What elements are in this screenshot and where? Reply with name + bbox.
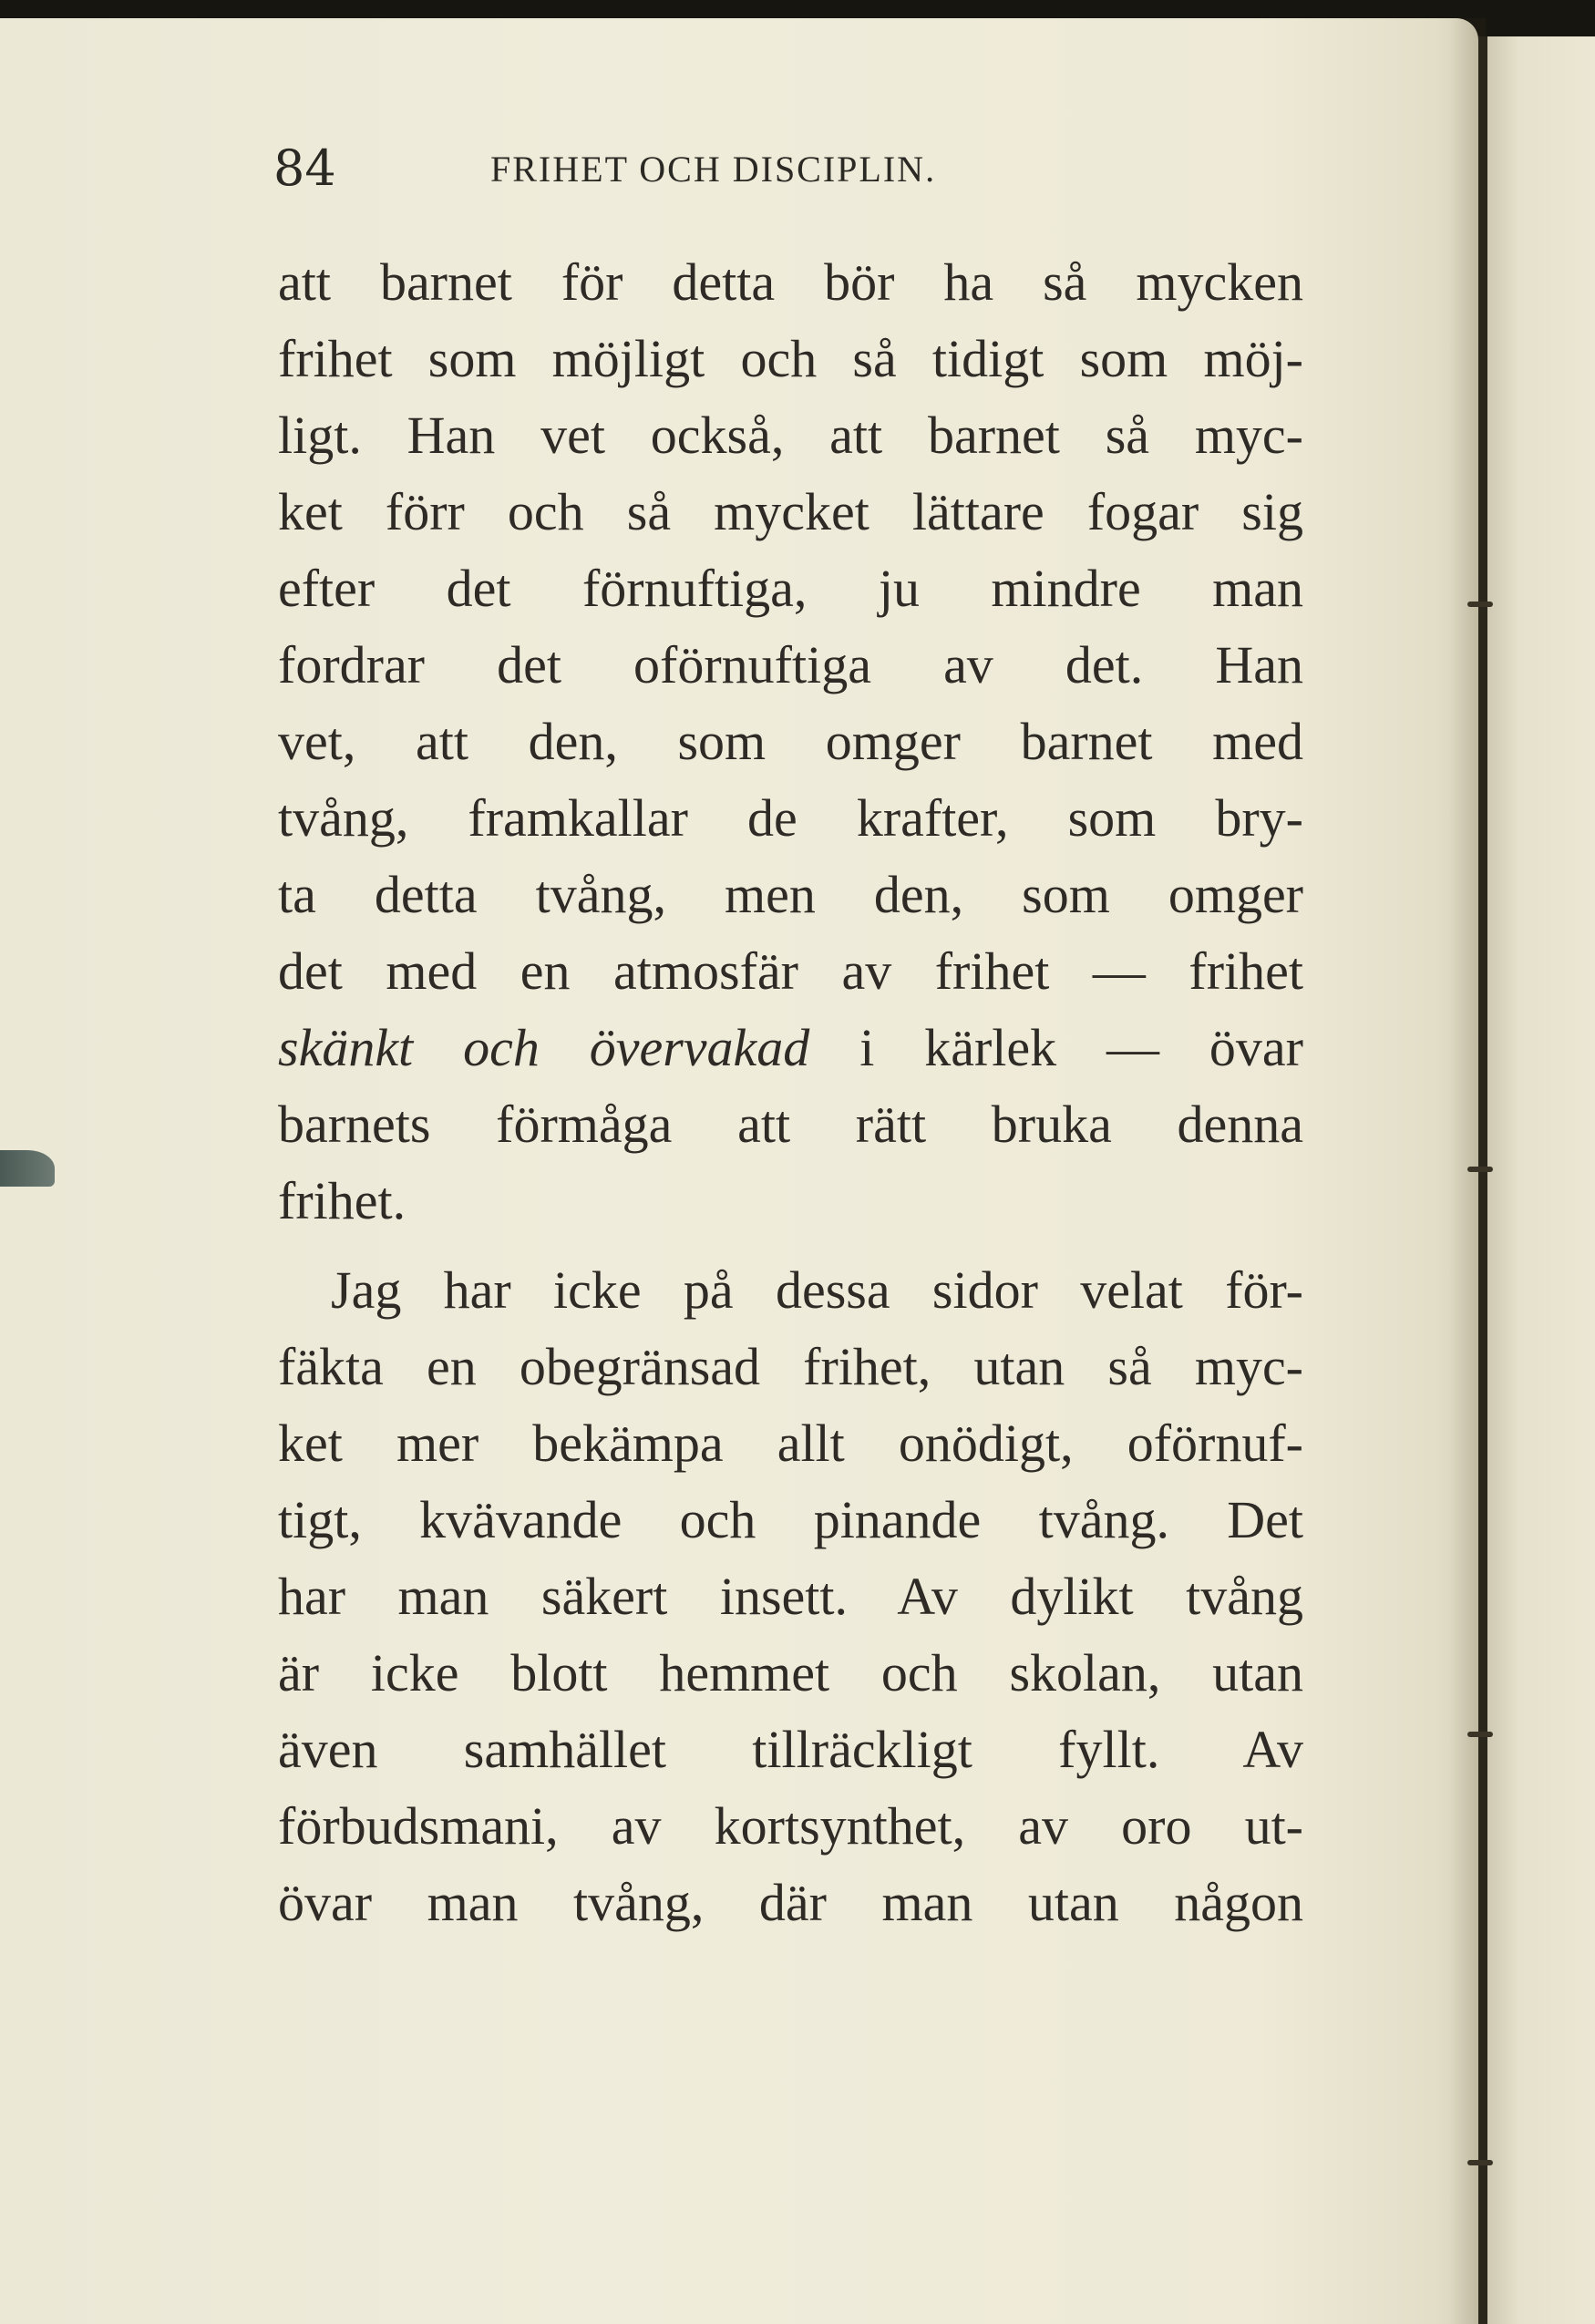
page-header [273, 137, 1303, 201]
text-line: att barnet för detta bör ha så mycken [278, 252, 1303, 312]
text-line: har man säkert insett. Av dylikt tvång [278, 1567, 1303, 1626]
text-line: fordrar det oförnuftiga av det. Han [278, 635, 1303, 694]
text-line: barnets förmåga att rätt bruka denna [278, 1095, 1303, 1154]
text-line: ta detta tvång, men den, som omger [278, 865, 1303, 924]
italic-phrase: skänkt och övervakad [278, 1018, 810, 1077]
text-line: ligt. Han vet också, att barnet så myc- [278, 406, 1303, 465]
paragraph-gap [278, 1239, 1303, 1252]
binding-stitch [1467, 1167, 1493, 1172]
text-line: fäkta en obegränsad frihet, utan så myc- [278, 1337, 1303, 1396]
text-line: ket mer bekämpa allt onödigt, oförnuf- [278, 1414, 1303, 1473]
text-line: tvång, framkallar de krafter, som bry- [278, 788, 1303, 848]
text-line: efter det förnuftiga, ju mindre man [278, 559, 1303, 618]
binding-stitch [1467, 2160, 1493, 2165]
binding-stitch [1467, 602, 1493, 607]
text-line: det med en atmosfär av frihet — frihet [278, 941, 1303, 1001]
text-line: förbudsmani, av kortsynthet, av oro ut- [278, 1796, 1303, 1856]
binding-gutter [1478, 36, 1487, 2324]
binding-stitch [1467, 1732, 1493, 1737]
text-line: frihet. [278, 1171, 406, 1230]
running-head: FRIHET OCH DISCIPLIN. [490, 149, 937, 190]
text-line: frihet som möjligt och så tidigt som möj- [278, 329, 1303, 388]
text-fragment: i kärlek — övar [809, 1018, 1303, 1077]
text-line: övar man tvång, där man utan någon [278, 1873, 1303, 1932]
text-line-mixed [278, 1010, 1303, 1086]
text-line: ket förr och så mycket lättare fogar sig [278, 482, 1303, 541]
text-line: tigt, kvävande och pinande tvång. Det [278, 1490, 1303, 1549]
paragraph-1 [278, 244, 1303, 1239]
text-line: vet, att den, som omger barnet med [278, 712, 1303, 771]
text-line: även samhället tillräckligt fyllt. Av [278, 1720, 1303, 1779]
text-line: är icke blott hemmet och skolan, utan [278, 1643, 1303, 1702]
page-tab-marker [0, 1150, 55, 1187]
body-text [278, 244, 1303, 1941]
facing-page-edge [1487, 36, 1595, 2324]
text-line: Jag har icke på dessa sidor velat för- [331, 1260, 1303, 1320]
paragraph-2 [278, 1252, 1303, 1941]
page-number: 84 [273, 139, 336, 197]
